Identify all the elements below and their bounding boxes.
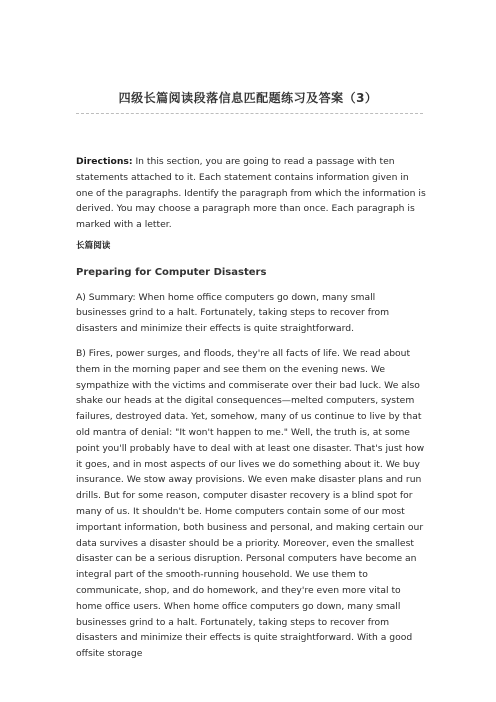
directions-paragraph xyxy=(76,154,426,233)
document-title: 四级长篇阅读段落信息匹配题练习及答案（3） xyxy=(118,91,378,105)
article-title: Preparing for Computer Disasters xyxy=(76,266,267,278)
document-body xyxy=(76,154,426,671)
paragraph-b: B) Fires, power surges, and floods, they're all facts of life. We read about them in the morning paper and see them on the evening news. We sympathize with the victims and commiserate over their bad luck. We also shake our heads at the digital consequences—melted computers, system failures, destroyed data. Yet, somehow, many of us continue to live by that old mantra of denial: "It won't happen to me." Well, the truth is, at some point you'll probably have to deal with at least one disaster. That's just how it goes, and in most aspects of our lives we do something about it. We buy insurance. We stow away provisions. We even make disaster plans and run drills. But for some reason, computer disaster recovery is a blind spot for many of us. It shouldn't be. Home computers contain some of our most important information, both business and personal, and making certain our data survives a disaster should be a priority. Moreover, even the smallest disaster can be a serious disruption. Personal computers have become an integral part of the smooth-running household. We use them to communicate, shop, and do homework, and they're even more vital to home office users. When home office computers go down, many small businesses grind to a halt. Fortunately, taking steps to recover from disasters and minimize their effects is quite straightforward. With a good offsite storage xyxy=(76,347,425,660)
directions-text: In this section, you are going to read a passage with ten statements attached to it. Each statement contains information given in one of the paragraphs. Identify the paragraph from which the information is derived. You may choose a paragraph more than once. Each paragraph is marked with a letter. xyxy=(76,156,426,231)
section-label: 长篇阅读 xyxy=(76,240,111,251)
paragraph-a: A) Summary: When home office computers go down, many small businesses grind to a halt. Fortunately, taking steps to recover from disasters and minimize their effects is quite straightforward. xyxy=(76,291,390,335)
directions-label: Directions: xyxy=(76,156,133,167)
title-divider xyxy=(76,113,423,114)
